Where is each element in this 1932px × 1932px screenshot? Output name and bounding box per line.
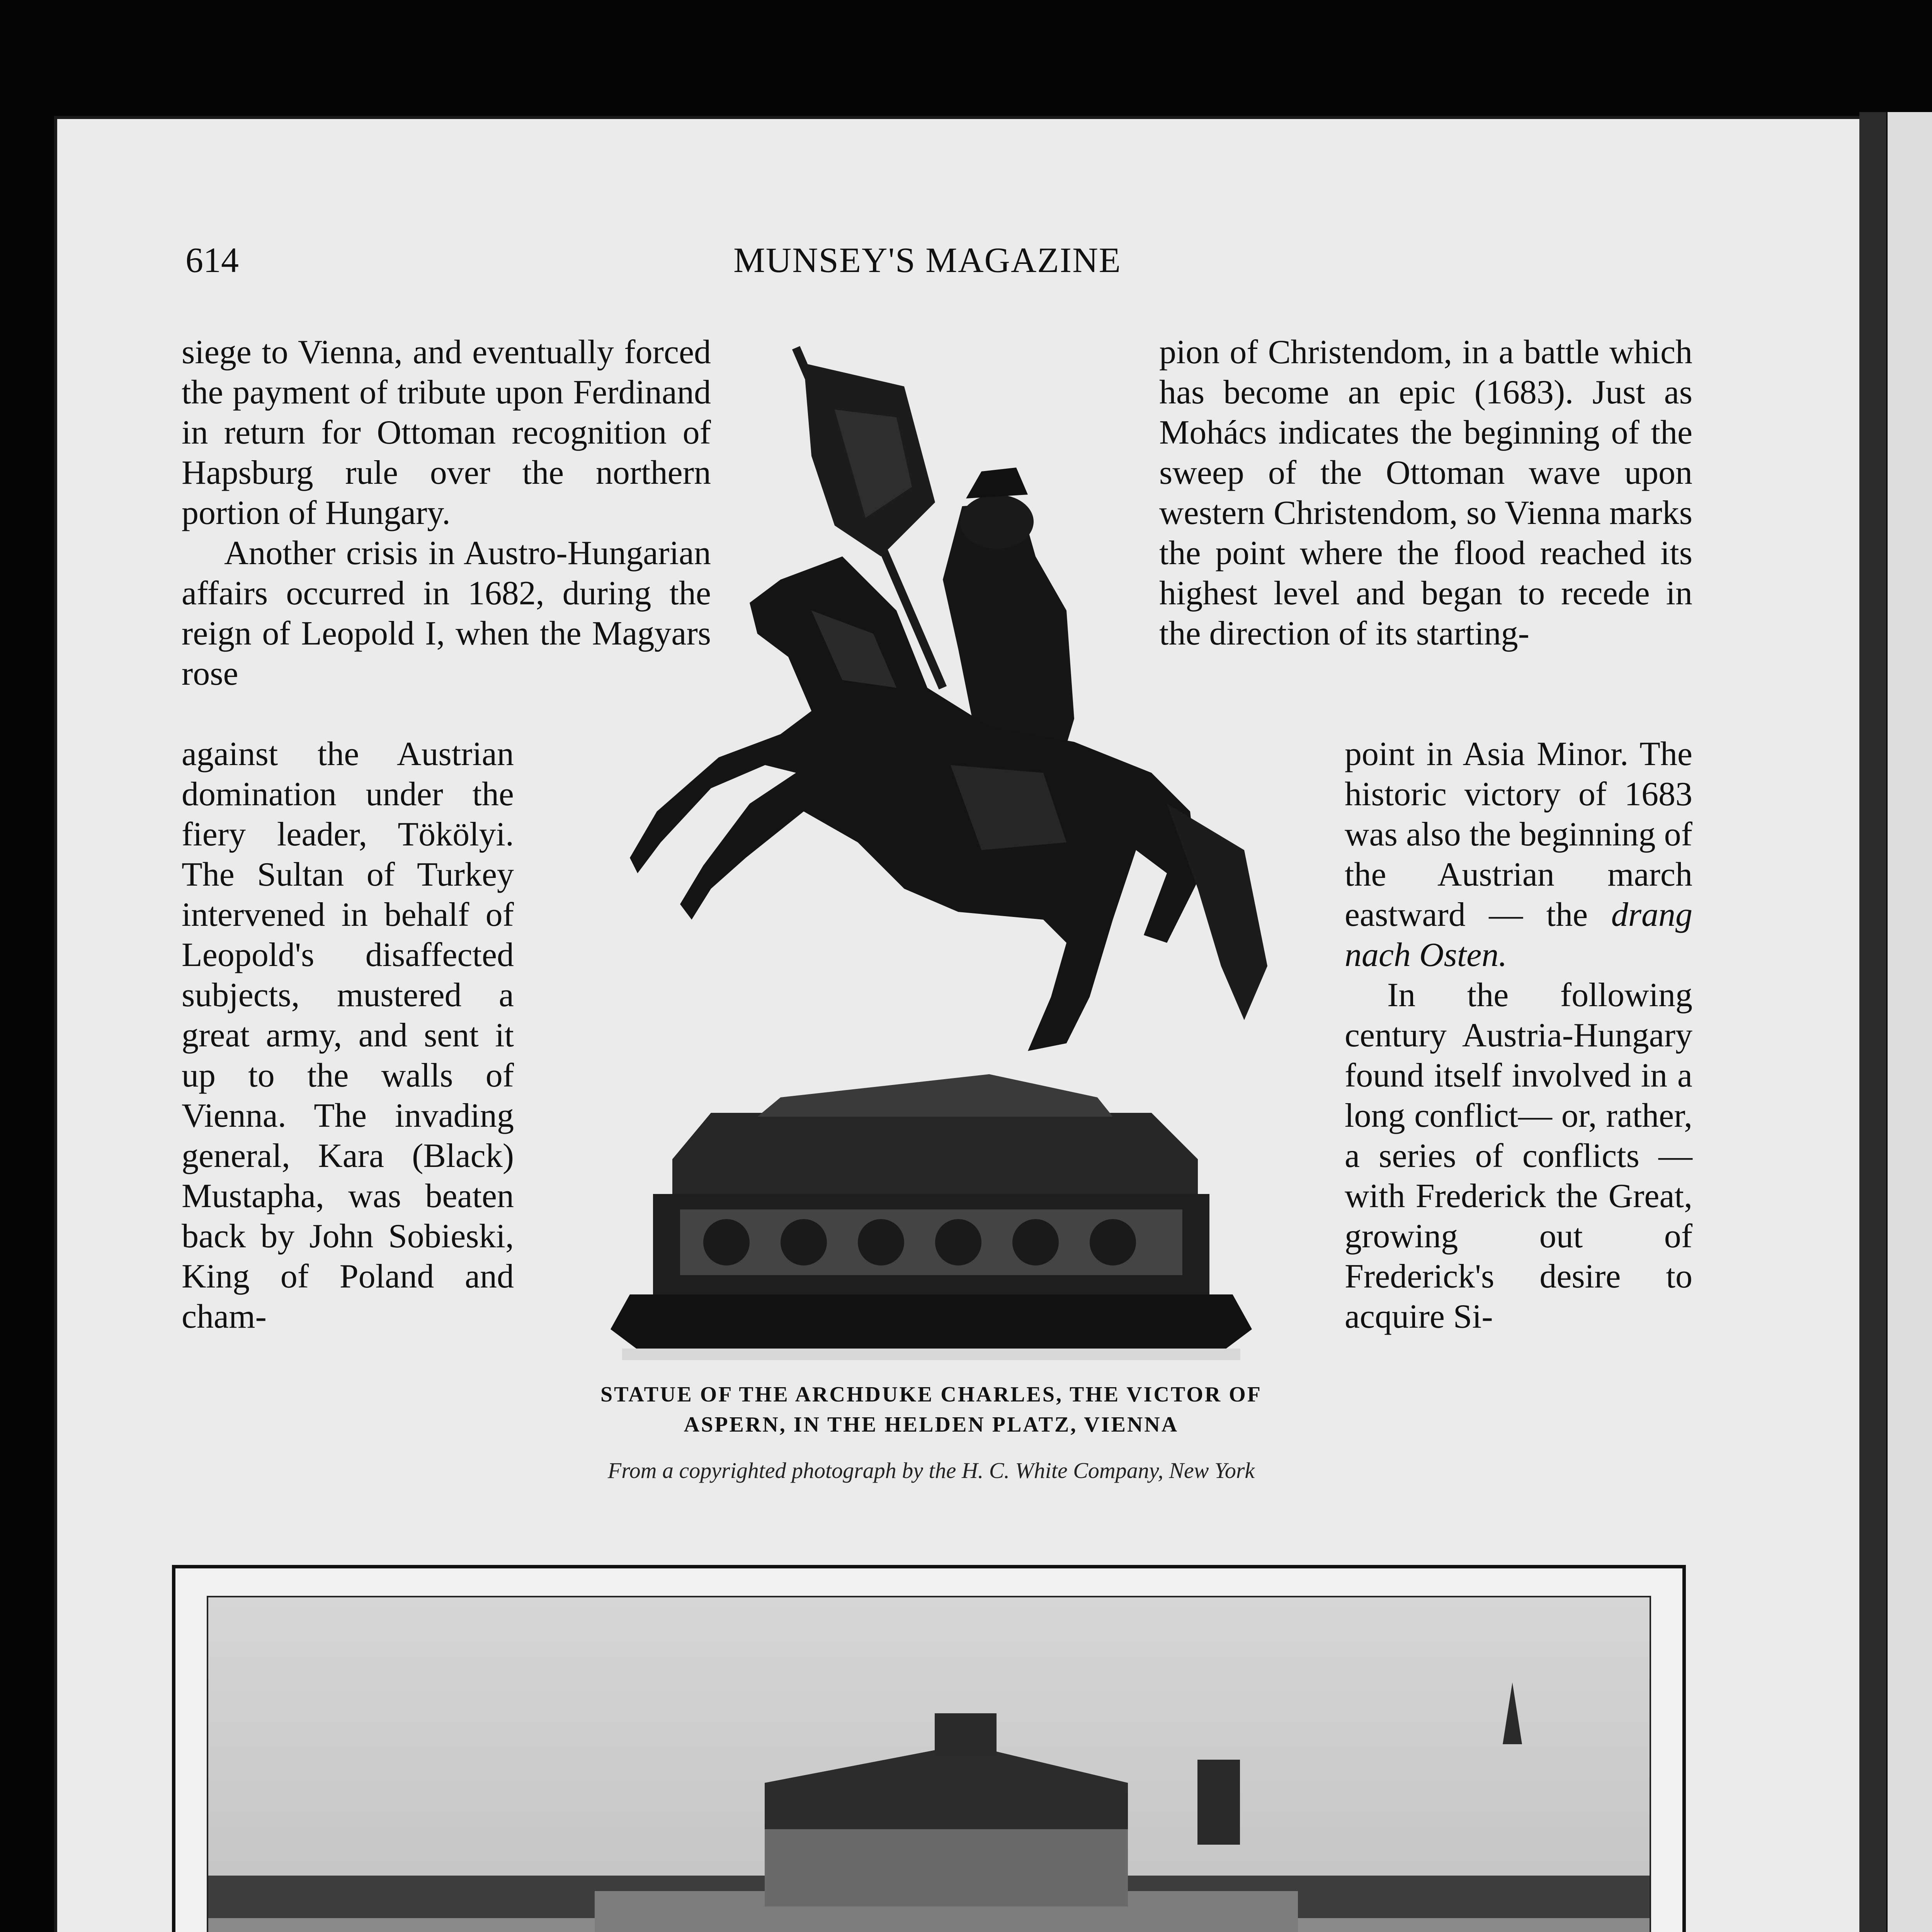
hofburg-theater-illustration: [208, 1597, 1650, 1932]
article-paragraph: against the Austrian domination under the fiery leader, Tökölyi. The Sultan of Turkey intervened in behalf of Leopold's disaffected subjects, mustered a great army, and sent it up to the walls of Vienna. The invading general, Kara (Black) Mustapha, was beaten back by John Sobieski, King of Poland and cham-: [182, 735, 514, 1335]
rathaus-park-photo: [207, 1596, 1651, 1932]
article-paragraph: [1345, 734, 1692, 975]
page-number: 614: [185, 240, 239, 280]
statue-credit: From a copyrighted photograph by the H. C. White Company, New York: [607, 1458, 1255, 1483]
statue-caption: STATUE OF THE ARCHDUKE CHARLES, THE VICTOR OF ASPERN, IN THE HELDEN PLATZ, VIENNA: [600, 1383, 1262, 1437]
equestrian-statue-illustration: [564, 340, 1298, 1368]
article-paragraph: siege to Vienna, and eventually forced the payment of tribute upon Ferdinand in return for Ottoman recognition of Hapsburg rule over the northern portion of Hungary.: [182, 333, 711, 532]
statue-photo: [564, 340, 1298, 1368]
article-text: point in Asia Minor. The historic victory of 1683 was also the beginning of the Austrian march eastward — the: [1345, 735, 1692, 934]
article-paragraph: Another crisis in Austro-Hungarian affairs occurred in 1682, during the reign of Leopold I, when the Magyars rose: [182, 534, 711, 692]
facing-page-edge: [1888, 112, 1932, 1932]
article-paragraph: pion of Christendom, in a battle which has become an epic (1683). Just as Mohács indicates the beginning of the sweep of the Ottoman wave upon western Christendom, so Vienna marks the point where the flood reached its highest level and began to recede in the direction of its starting-: [1159, 333, 1692, 652]
running-head: MUNSEY'S MAGAZINE: [733, 240, 1121, 280]
book-gutter: [1859, 112, 1886, 1932]
right-column-bottom: [1345, 734, 1692, 1337]
article-emphasis: drang nach Osten.: [1345, 896, 1693, 974]
left-column-bottom: [182, 734, 514, 1337]
article-paragraph: In the following century Austria-Hungary found itself involved in a long conflict— or, rather, a series of conflicts — with Frederick the Great, growing out of Frederick's desire to acquire Si-: [1345, 976, 1692, 1335]
